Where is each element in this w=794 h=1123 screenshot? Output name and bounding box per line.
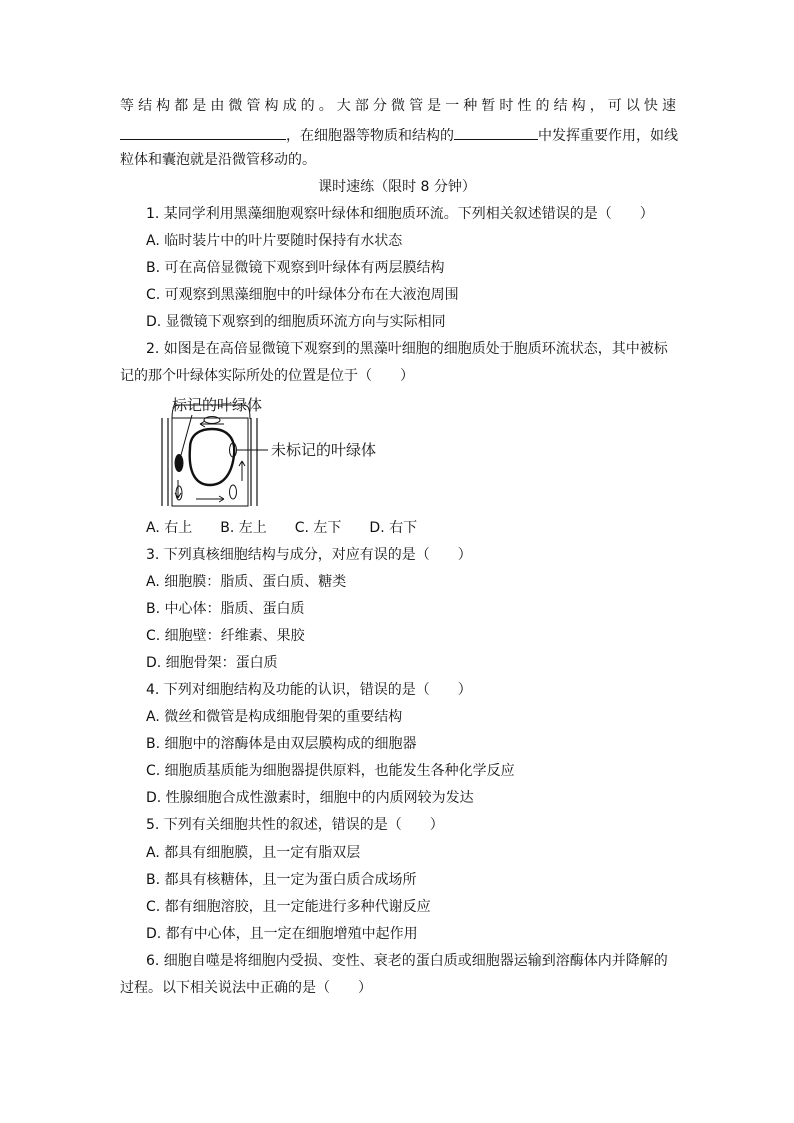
- question-2-options: A. 右上 B. 左上 C. 左下 D. 右下: [146, 520, 418, 536]
- label-unmarked-chloroplast: 未标记的叶绿体: [271, 441, 377, 459]
- question-2-stem-line-1: 2. 如图是在高倍显微镜下观察到的黑藻叶细胞的细胞质处于胞质环流状态，其中被标: [146, 341, 668, 357]
- question-2-stem-line-2: 记的那个叶绿体实际所处的位置是位于（ ）: [120, 368, 414, 384]
- intro-line-2-end: 中发挥重要作用，如线: [538, 128, 678, 144]
- question-6-stem-line-1: 6. 细胞自噬是将细胞内受损、变性、衰老的蛋白质或细胞器运输到溶酶体内并降解的: [146, 953, 668, 969]
- cell-cytoplasm-figure: [150, 393, 400, 513]
- question-5-option-a: A. 都具有细胞膜，且一定有脂双层: [146, 845, 361, 861]
- unmarked-chloroplast-bottom-left: [176, 486, 182, 500]
- question-3-option-a: A. 细胞膜：脂质、蛋白质、糖类: [146, 574, 347, 590]
- question-3-stem: 3. 下列真核细胞结构与成分，对应有误的是（ ）: [146, 547, 472, 563]
- question-5-stem: 5. 下列有关细胞共性的叙述，错误的是（ ）: [146, 817, 444, 833]
- unmarked-chloroplast-bottom-right: [230, 485, 237, 499]
- fill-blank-1[interactable]: [120, 123, 286, 140]
- question-1-stem: 1. 某同学利用黑藻细胞观察叶绿体和细胞质环流。下列相关叙述错误的是（ ）: [146, 206, 654, 222]
- question-4-option-a: A. 微丝和微管是构成细胞骨架的重要结构: [146, 709, 403, 725]
- intro-line-2-mid: ，在细胞器等物质和结构的: [286, 128, 454, 144]
- question-5-option-b: B. 都具有核糖体，且一定为蛋白质合成场所: [146, 872, 417, 888]
- question-4-option-d: D. 性腺细胞合成性激素时，细胞中的内质网较为发达: [146, 790, 474, 806]
- question-1-option-d: D. 显微镜下观察到的细胞质环流方向与实际相同: [146, 314, 446, 330]
- marked-chloroplast: [175, 454, 184, 472]
- question-5-option-c: C. 都有细胞溶胶，且一定能进行多种代谢反应: [146, 899, 431, 915]
- question-6-stem-line-2: 过程。以下相关说法中正确的是（ ）: [120, 980, 372, 996]
- question-3-option-d: D. 细胞骨架：蛋白质: [146, 655, 278, 671]
- question-1-option-b: B. 可在高倍显微镜下观察到叶绿体有两层膜结构: [146, 260, 445, 276]
- section-title: 课时速练（限时 8 分钟）: [318, 179, 476, 195]
- question-5-option-d: D. 都有中心体，且一定在细胞增殖中起作用: [146, 926, 418, 942]
- question-3-option-b: B. 中心体：脂质、蛋白质: [146, 601, 305, 617]
- fill-blank-2[interactable]: [454, 123, 538, 140]
- intro-line-1: 等结构都是由微管构成的。大部分微管是一种暂时性的结构，可以快速: [120, 98, 676, 114]
- question-1-option-c: C. 可观察到黑藻细胞中的叶绿体分布在大液泡周围: [146, 287, 459, 303]
- intro-line-3: 粒体和囊泡就是沿微管移动的。: [120, 152, 316, 168]
- question-1-option-a: A. 临时装片中的叶片要随时保持有水状态: [146, 233, 403, 249]
- question-3-option-c: C. 细胞壁：纤维素、果胶: [146, 628, 305, 644]
- vacuole: [190, 429, 235, 485]
- intro-line-2: [120, 123, 678, 146]
- question-4-stem: 4. 下列对细胞结构及功能的认识，错误的是（ ）: [146, 682, 472, 698]
- question-4-option-c: C. 细胞质基质能为细胞器提供原料，也能发生各种化学反应: [146, 763, 515, 779]
- question-4-option-b: B. 细胞中的溶酶体是由双层膜构成的细胞器: [146, 736, 417, 752]
- label-marked-chloroplast: 标记的叶绿体: [172, 396, 263, 414]
